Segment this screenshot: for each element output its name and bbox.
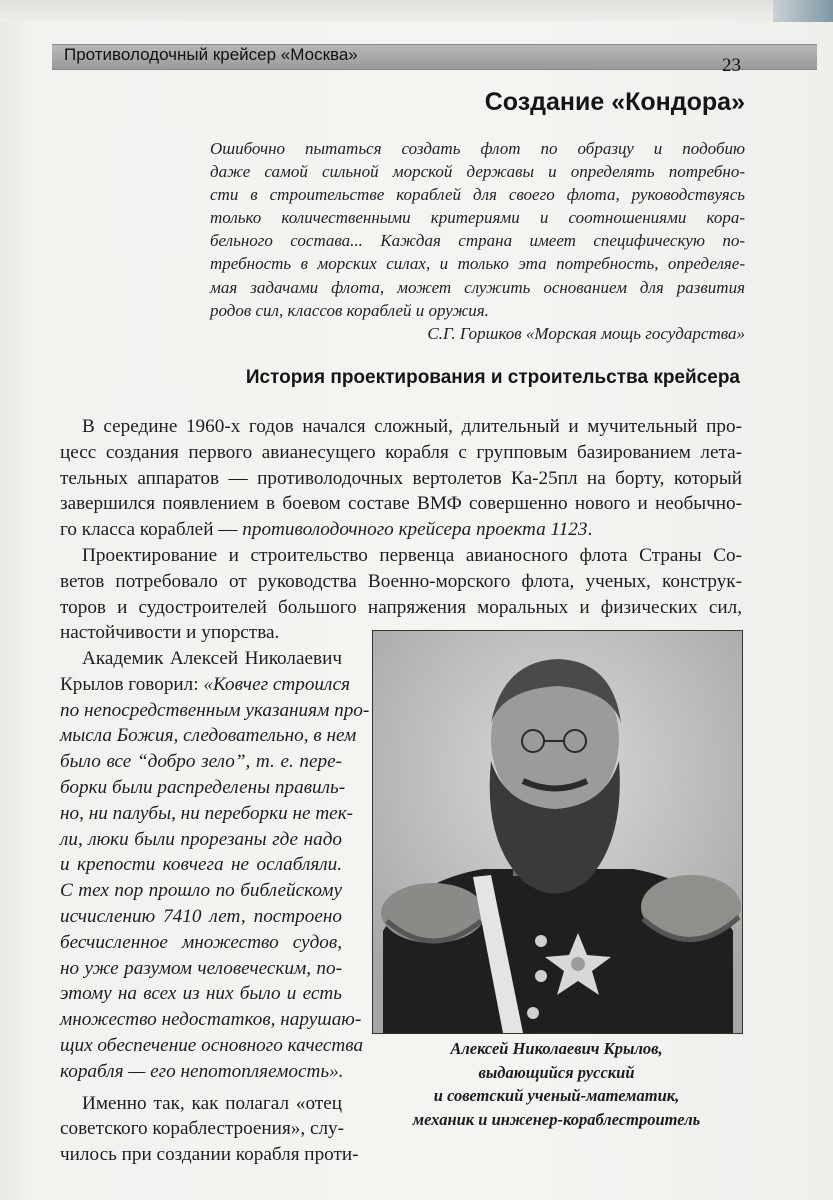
paragraph-4-line: Именно так, как полагал «отец (82, 1092, 342, 1114)
left-column-text (60, 646, 370, 1168)
page-corner-shadow (773, 0, 833, 22)
paragraph-3-line (60, 672, 351, 698)
paragraph-3-line-start: Крылов говорил: (60, 673, 204, 695)
paragraph-2-line: торов и судостроителей большого напряжения моральных и физических сил, (60, 596, 742, 618)
quote-line: борки были распределены правиль- (60, 776, 346, 798)
caption-line: Алексей Николаевич Крылов, (450, 1039, 663, 1058)
quote-line: ли, люки были прорезаны где надо (60, 828, 342, 850)
paragraph-2-line: ветов потребовало от руководства Военно-морского флота, ученых, конструк- (60, 570, 742, 592)
quote-line: но уже разумом человеческим, по- (60, 957, 342, 979)
running-header-title: Противолодочный крейсер «Москва» (64, 45, 358, 64)
caption-line: механик и инженер-кораблестроитель (412, 1109, 701, 1129)
paragraph-4-line: советского кораблестроения», слу- (60, 1118, 345, 1140)
epigraph-line: родов сил, классов кораблей и оружия. (210, 300, 489, 320)
caption-line: выдающийся русский (478, 1062, 635, 1082)
quote-line: было все “добро зело”, т. е. пере- (60, 751, 342, 773)
photo-caption (372, 1037, 741, 1131)
quote-line: по непосредственным указаниям про- (60, 699, 370, 721)
paragraph-1-line: тельных аппаратов — противолодочных вертолетов Ка-25пл на борту, который (60, 467, 742, 489)
portrait-photo (372, 630, 743, 1034)
quote-line: бесчисленное множество судов, (60, 931, 342, 953)
quote-line: и крепости ковчега не ослабляли. (60, 854, 342, 876)
epigraph-line: только количественными критериями и соотношениями кора- (210, 208, 745, 228)
epigraph-line: даже самой сильной морской державы и определять потребно- (210, 162, 745, 182)
epigraph-line: Ошибочно пытаться создать флот по образцу и подобию (210, 139, 745, 158)
paragraph-1-last-line-end: . (587, 519, 593, 541)
paragraph-2-line: Проектирование и строительство первенца авианосного флота Страны Со- (82, 544, 742, 566)
quote-line: этому на всех из них было и есть (60, 983, 342, 1005)
subsection-heading: История проектирования и строительства крейсера (245, 367, 740, 388)
quote-line: множество недостатков, нарушаю- (60, 1009, 362, 1031)
epigraph-line: мая задачами флота, может служить основанием для развития (210, 277, 745, 297)
quote-start: «Ковчег строился (203, 673, 351, 695)
section-title: Создание «Кондора» (484, 88, 745, 116)
paragraph-3-line: Академик Алексей Николаевич (82, 648, 342, 669)
project-name-italic: противолодочного крейсера проекта 1123 (242, 519, 588, 541)
quote-line: щих обеспечение основного качества (60, 1034, 364, 1056)
quote-line: исчислению 7410 лет, построено (60, 905, 342, 927)
body-text (60, 414, 742, 646)
quote-line: С тех пор прошло по библейскому (60, 880, 342, 902)
paragraph-1-line: цесс создания первого авианесущего корабля с групповым базированием лета- (60, 441, 742, 463)
page-top-edge (0, 0, 833, 22)
paragraph-1-last-line (60, 517, 742, 543)
paragraph-1-line: завершился появлением в боевом составе ВМФ совершенно нового и необычно- (60, 493, 742, 515)
portrait-illustration (373, 631, 742, 1033)
quote-line: корабля — его непотопляемость». (60, 1060, 344, 1082)
page-number: 23 (722, 55, 741, 76)
paragraph-2-last-line: настойчивости и упорства. (60, 622, 280, 644)
quote-line: но, ни палубы, ни переборки не тек- (60, 802, 354, 824)
epigraph-attribution: С.Г. Горшков «Морская мощь государства» (427, 323, 745, 343)
epigraph-line: сти в строительстве кораблей для своего флота, руководствуясь (210, 185, 745, 205)
epigraph-line: бельного состава... Каждая страна имеет специфическую по- (210, 231, 745, 251)
caption-line: и советский ученый-математик, (433, 1086, 680, 1105)
quote-line: мысла Божия, следовательно, в нем (60, 725, 357, 747)
paragraph-4-line: чилось при создании корабля проти- (60, 1144, 359, 1166)
paragraph-1-last-line-start: го класса кораблей — (60, 519, 243, 541)
paragraph-1-line: В середине 1960-х годов начался сложный, длительный и мучительный про- (82, 416, 742, 437)
epigraph (210, 137, 745, 345)
epigraph-line: требность в морских силах, и только эта потребность, определяе- (210, 254, 745, 274)
